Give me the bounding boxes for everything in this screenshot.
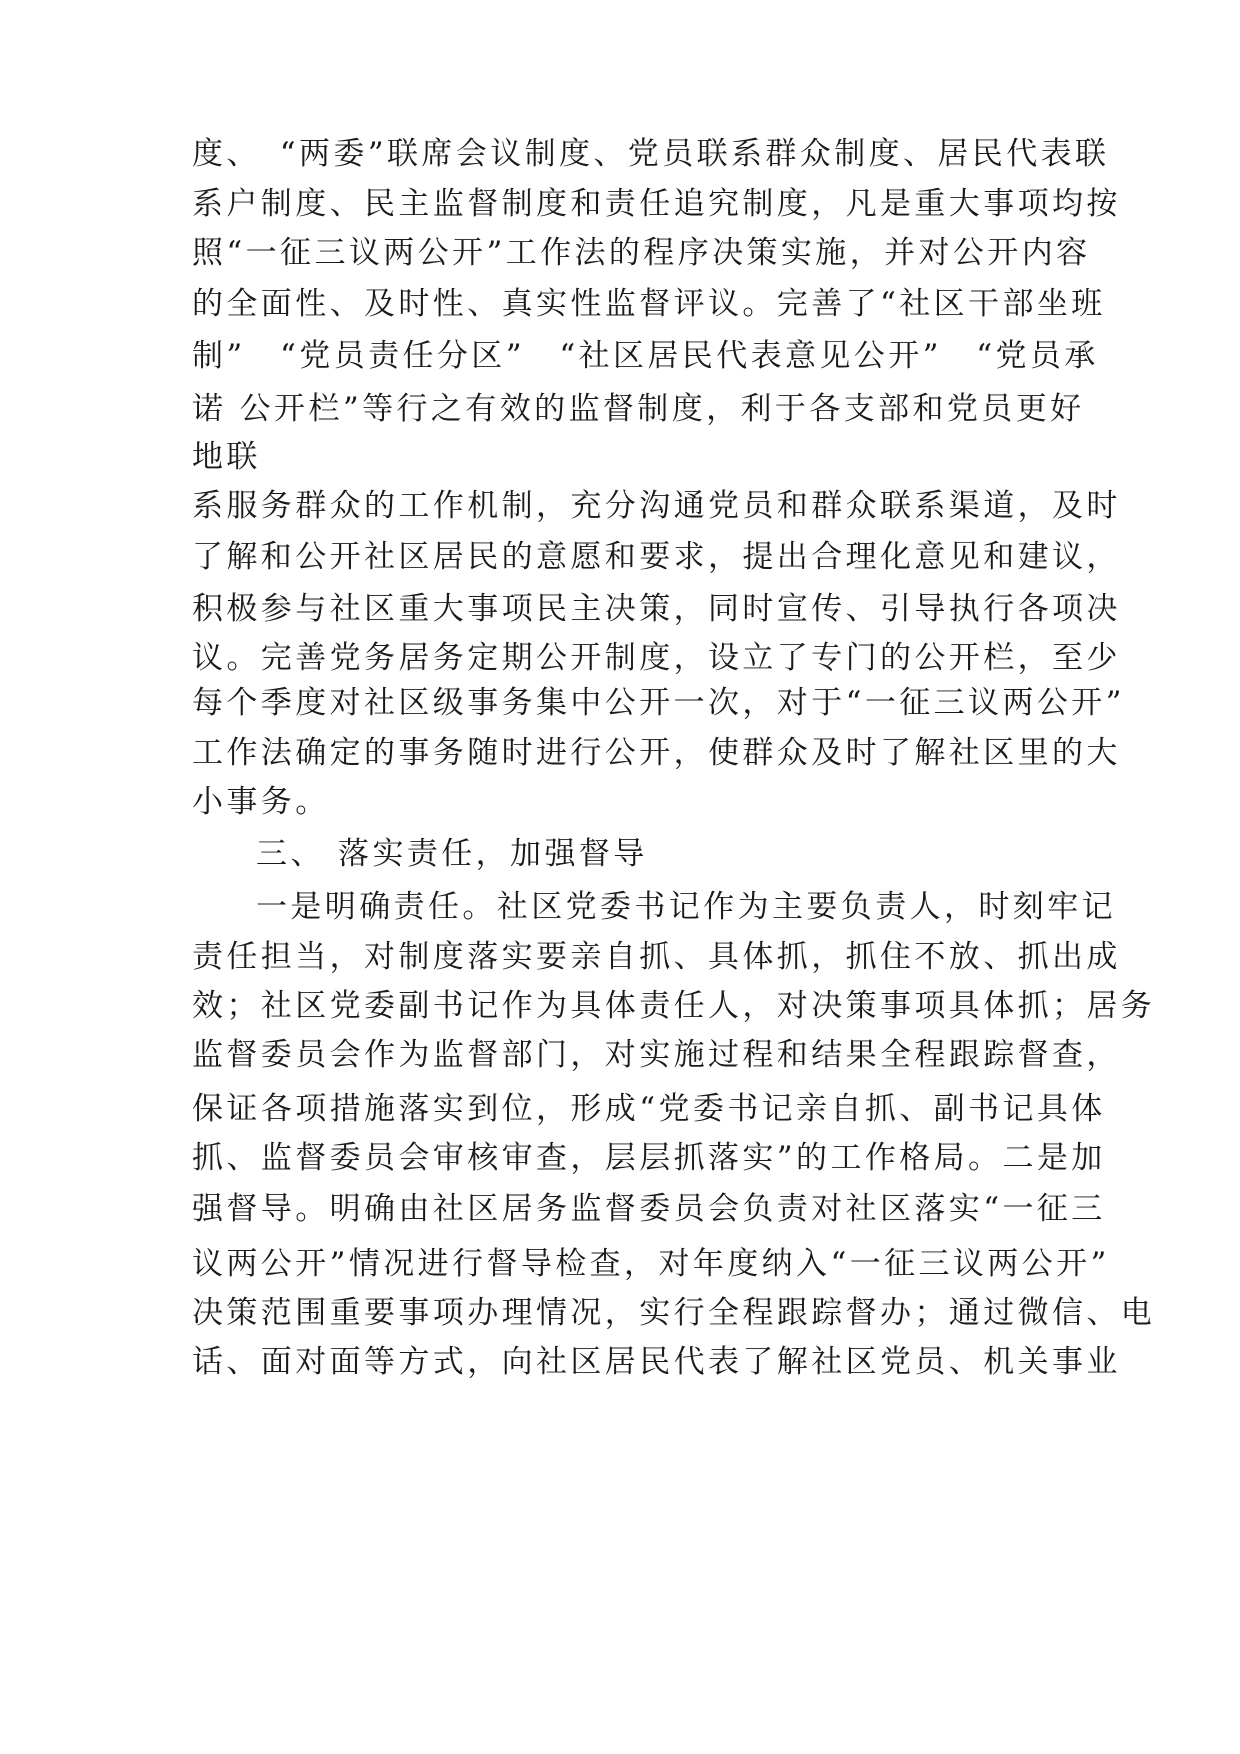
body-text-line: 效；社区党委副书记作为具体责任人，对决策事项具体抓；居务 bbox=[192, 988, 1156, 1024]
body-text-line: 保证各项措施落实到位，形成“党委书记亲自抓、副书记具体 bbox=[192, 1091, 1106, 1127]
body-text-line: 每个季度对社区级事务集中公开一次，对于“一征三议两公开” bbox=[192, 685, 1125, 721]
section-heading: 三、 落实责任，加强督导 bbox=[256, 836, 648, 872]
body-text-line: 度、 “两委”联席会议制度、党员联系群众制度、居民代表联 bbox=[192, 136, 1110, 172]
body-text-line: 决策范围重要事项办理情况，实行全程跟踪督办；通过微信、电 bbox=[192, 1295, 1156, 1331]
body-text-line: 了解和公开社区居民的意愿和要求，提出合理化意见和建议， bbox=[192, 539, 1121, 575]
body-text-line: 工作法确定的事务随时进行公开，使群众及时了解社区里的大 bbox=[192, 735, 1121, 771]
body-text-line: 照“一征三议两公开”工作法的程序决策实施，并对公开内容 bbox=[192, 235, 1091, 271]
body-text-line: 诺 公开栏”等行之有效的监督制度，利于各支部和党员更好 bbox=[192, 391, 1085, 427]
body-text-line: 小事务。 bbox=[192, 784, 330, 820]
body-text-line: 地联 bbox=[192, 439, 261, 475]
body-text-line: 一是明确责任。社区党委书记作为主要负责人，时刻牢记 bbox=[256, 889, 1116, 925]
body-text-line: 抓、监督委员会审核审查，层层抓落实”的工作格局。二是加 bbox=[192, 1140, 1106, 1176]
body-text-line: 制” “党员责任分区” “社区居民代表意见公开” “党员承 bbox=[192, 338, 1099, 374]
body-text-line: 责任担当，对制度落实要亲自抓、具体抓，抓住不放、抓出成 bbox=[192, 939, 1121, 975]
body-text-line: 的全面性、及时性、真实性监督评议。完善了“社区干部坐班 bbox=[192, 286, 1106, 322]
body-text-line: 系户制度、民主监督制度和责任追究制度，凡是重大事项均按 bbox=[192, 186, 1121, 222]
body-text-line: 强督导。明确由社区居务监督委员会负责对社区落实“一征三 bbox=[192, 1191, 1106, 1227]
body-text-line: 系服务群众的工作机制，充分沟通党员和群众联系渠道，及时 bbox=[192, 488, 1121, 524]
body-text-line: 议两公开”情况进行督导检查，对年度纳入“一征三议两公开” bbox=[192, 1246, 1110, 1282]
body-text-line: 话、面对面等方式，向社区居民代表了解社区党员、机关事业 bbox=[192, 1344, 1121, 1380]
body-text-line: 积极参与社区重大事项民主决策，同时宣传、引导执行各项决 bbox=[192, 591, 1121, 627]
body-text-line: 议。完善党务居务定期公开制度，设立了专门的公开栏，至少 bbox=[192, 640, 1121, 676]
body-text-line: 监督委员会作为监督部门，对实施过程和结果全程跟踪督查， bbox=[192, 1037, 1121, 1073]
